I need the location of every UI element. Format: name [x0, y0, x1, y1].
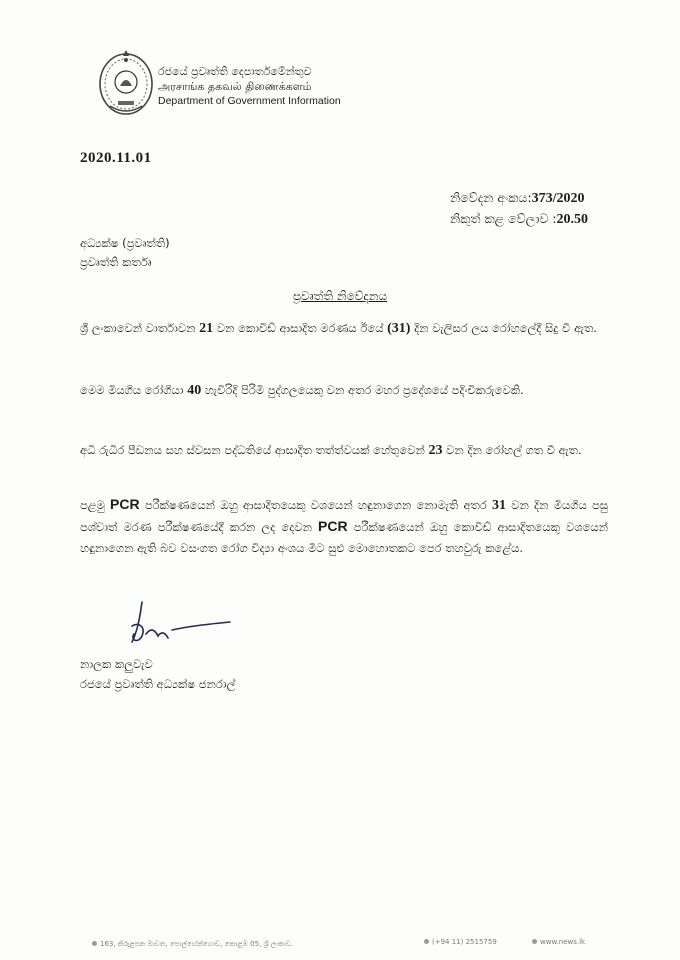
p4-number: 31	[492, 498, 507, 513]
release-time-line	[450, 209, 588, 230]
p2-number: 40	[187, 383, 202, 398]
document-title-text: ප්‍රවෘත්ති නිවේදනය	[292, 289, 388, 303]
footer-website-text: www.news.lk	[540, 938, 586, 946]
footer-phone	[424, 938, 497, 946]
addressee-line-2: ප්‍රවෘත්ති කර්තෘ	[80, 255, 152, 269]
p2-text-a: මෙම මියගිය රෝගියා	[80, 383, 188, 397]
footer-address	[92, 940, 293, 949]
addressee-line-1: අධ්‍යක්ෂ (ප්‍රවෘත්ති)	[80, 236, 170, 250]
department-header	[158, 64, 341, 109]
p1-number-a: 21	[199, 321, 214, 336]
document-title	[0, 289, 680, 304]
p1-text-c: දින වැලිසර ලය රෝහලේදී සිදු වී ඇත.	[410, 321, 597, 335]
government-emblem-logo	[96, 46, 156, 118]
department-name-tamil: அரசாங்க தகவல் திணைக்களம்	[158, 80, 312, 93]
p3-number: 23	[428, 443, 443, 458]
paragraph-4	[80, 494, 608, 559]
addressee-block	[80, 234, 170, 272]
p4-pcr-b: PCR	[318, 518, 348, 534]
footer-phone-text: (+94 11) 2515759	[432, 938, 497, 946]
department-name-sinhala: රජයේ ප්‍රවෘත්ති දෙපාර්තමේන්තුව	[158, 65, 312, 78]
p1-text-b: වන කොවිඩ් ආසාදිත මරණය ඊයේ	[213, 321, 388, 335]
signatory-title: රජයේ ප්‍රවෘත්ති අධ්‍යක්ෂ ජනරාල්	[80, 677, 236, 691]
p2-text-b: හැවිරිදි පිරිමි පුද්ගලයෙකු වන අතර මහර ප්‍රදේශයේ පදිංචිකරුවෙකි.	[201, 383, 524, 397]
signatory-block	[80, 654, 235, 694]
location-icon	[92, 941, 97, 946]
release-time-value: 20.50	[556, 212, 588, 227]
p4-text-b: පරීක්ෂණයෙන් ඔහු ආසාදිතයෙකු වශයෙන් හඳුනාගෙන නොමැති අතර	[139, 498, 493, 512]
release-number-line	[450, 188, 588, 209]
department-name-english: Department of Government Information	[158, 95, 341, 107]
p4-text-c: වන දින මියගිය පසු පශ්චාත් මරණ පරීක්ෂණයේදී කරන ලද දෙවන	[80, 498, 608, 534]
p4-text-a: පළමු	[80, 498, 111, 512]
release-time-label: නිකුත් කළ වේලාව :	[450, 211, 557, 226]
p1-number-b: (31)	[387, 321, 411, 336]
release-number-label: නිවේදන අංකය:	[450, 190, 532, 205]
release-date: 2020.11.01	[80, 150, 152, 166]
globe-icon	[532, 939, 537, 944]
release-number-value: 373/2020	[531, 191, 585, 206]
p4-text-d: පරීක්ෂණයෙන් ඔහු කොවිඩ් ආසාදිතයෙකු වශයෙන් හඳුනාගෙන ඇති බව වසංගත රෝග විද්‍යා අංශය මීට සුළු මොහොතකට පෙර තහවුරු කළේය.	[80, 520, 609, 555]
p1-text-a: ශ්‍රී ලංකාවෙන් වාර්තාවන	[80, 321, 200, 335]
footer-website	[532, 938, 585, 946]
paragraph-3	[80, 440, 608, 461]
footer	[0, 930, 680, 960]
p4-pcr-a: PCR	[110, 496, 140, 512]
paragraph-2	[80, 380, 608, 401]
footer-address-text: 163, කිරුළපන මාවත, පොල්හේන්ගොඩ, කොළඹ 05, ශ්‍රී ලංකාව.	[100, 940, 294, 948]
handwritten-signature	[112, 596, 232, 656]
p3-text-a: අධි රුධිර පීඩනය සහ ස්වසන පද්ධතියේ ආසාදිත තත්ත්වයක් හේතුවෙන්	[80, 443, 429, 457]
signatory-name: නාලක කලුවැව	[80, 657, 153, 671]
phone-icon	[424, 939, 429, 944]
reference-block	[450, 188, 588, 230]
paragraph-1	[80, 318, 608, 339]
p3-text-b: වන දින රෝහල් ගත වී ඇත.	[442, 443, 582, 457]
